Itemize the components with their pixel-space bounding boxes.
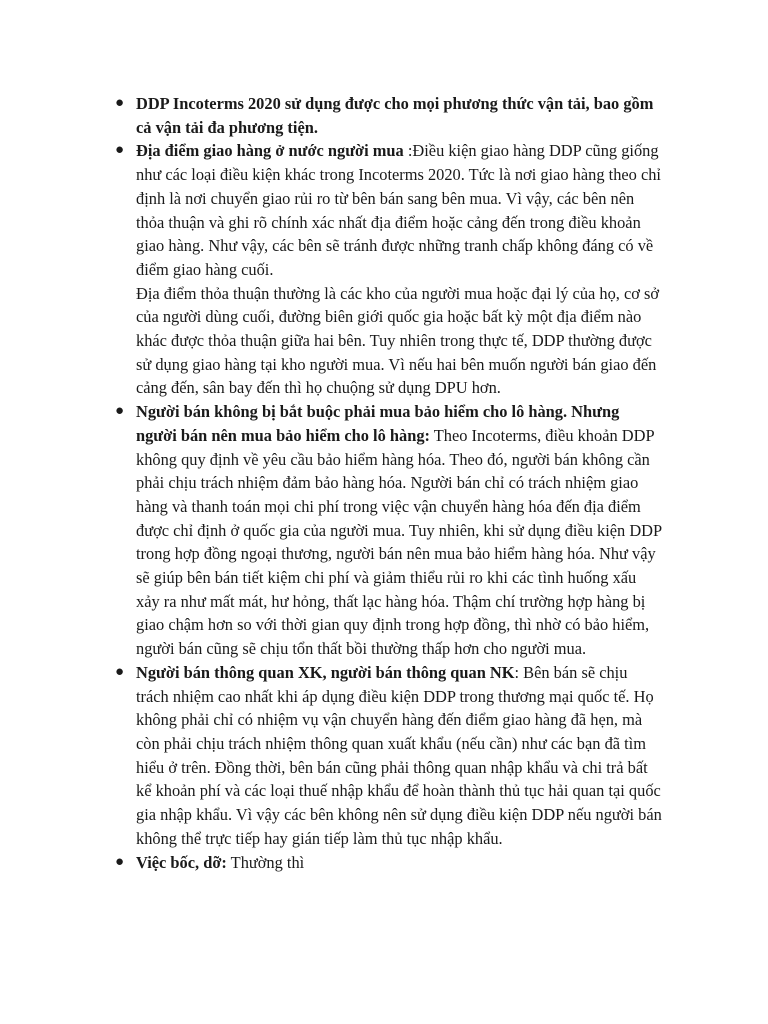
bullet-icon: ●: [115, 142, 125, 159]
list-item: [115, 851, 663, 875]
item-text: Theo Incoterms, điều khoản DDP không quy định về yêu cầu bảo hiểm hàng hóa. Theo đó, người bán không cần phải chịu trách nhiệm đảm bảo hàng hóa. Người bán chỉ có trách nhiệm giao hàng và thanh toán mọi chi phí trong việc vận chuyển hàng hóa đến địa điểm được chỉ định ở quốc gia của người mua. Tuy nhiên, khi sử dụng điều kiện DDP trong hợp đồng ngoại thương, người bán nên mua bảo hiểm hàng hóa. Như vậy sẽ giúp bên bán tiết kiệm chi phí và giảm thiểu rủi ro khi các tình huống xấu xảy ra như mất mát, hư hỏng, thất lạc hàng hóa. Thậm chí trường hợp hàng bị giao chậm hơn so với thời gian quy định trong hợp đồng, thì nhờ có bảo hiểm, người bán cũng sẽ chịu tổn thất bồi thường thấp hơn cho người mua.: [136, 425, 662, 659]
item-heading: Người bán thông quan XK, người bán thông quan NK: [136, 662, 515, 682]
item-extra-paragraph: Địa điểm thỏa thuận thường là các kho của người mua hoặc đại lý của họ, cơ sở của người dùng cuối, đường biên giới quốc gia hoặc bất kỳ một địa điểm nào khác được thỏa thuận giữa hai bên. Tuy nhiên trong thực tế, DDP thường được sử dụng giao hàng tại kho người mua. Vì nếu hai bên muốn người bán giao đến cảng đến, sân bay đến thì họ chuộng sử dụng DPU hơn.: [136, 283, 660, 398]
item-heading: DDP Incoterms 2020 sử dụng được cho mọi phương thức vận tải, bao gồm cả vận tải đa phương tiện.: [136, 94, 654, 137]
list-item: [115, 661, 663, 851]
bullet-list: [115, 92, 663, 874]
item-text: Thường thì: [226, 852, 305, 872]
list-item: [115, 92, 663, 139]
bullet-icon: ●: [115, 853, 125, 870]
item-heading: Việc bốc, dỡ:: [136, 852, 227, 872]
list-item: [115, 139, 663, 400]
bullet-icon: ●: [115, 403, 125, 420]
item-heading: Người bán không bị bắt buộc phải mua bảo hiểm cho lô hàng. Nhưng người bán nên mua bảo hiểm cho lô hàng:: [136, 402, 620, 445]
item-heading: Địa điểm giao hàng ở nước người mua: [136, 141, 404, 161]
bullet-icon: ●: [115, 663, 125, 680]
item-text: : Bên bán sẽ chịu trách nhiệm cao nhất khi áp dụng điều kiện DDP trong thương mại quốc tế. Họ không phải chỉ có nhiệm vụ vận chuyển hàng đến điểm giao hàng đã hẹn, mà còn phải chịu trách nhiệm thông quan xuất khẩu (nếu cần) như các bạn đã tìm hiểu ở trên. Đồng thời, bên bán cũng phải thông quan nhập khẩu và chi trả bất kể khoản phí và các loại thuế nhập khẩu để hoàn thành thủ tục hải quan tại quốc gia nhập khẩu. Vì vậy các bên không nên sử dụng điều kiện DDP nếu người bán không thể trực tiếp hay gián tiếp làm thủ tục nhập khẩu.: [136, 662, 662, 848]
item-text: :Điều kiện giao hàng DDP cũng giống như các loại điều kiện khác trong Incoterms 2020. Tức là nơi giao hàng theo chỉ định là nơi chuyển giao rủi ro từ bên bán sang bên mua. Vì vậy, các bên nên thỏa thuận và ghi rõ chính xác nhất địa điểm hoặc cảng đến trong điều khoản giao hàng. Như vậy, các bên sẽ tránh được những tranh chấp không đáng có về điểm giao hàng cuối.: [136, 141, 661, 279]
bullet-icon: ●: [115, 95, 125, 111]
list-item: [115, 400, 663, 661]
